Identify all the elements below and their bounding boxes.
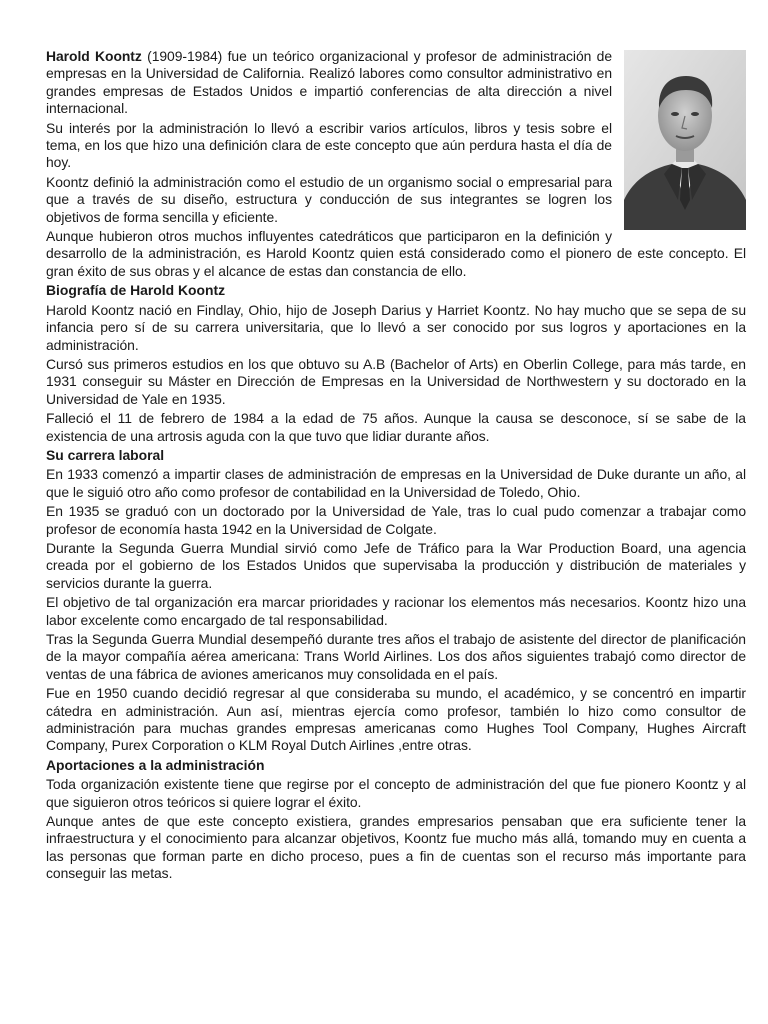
aportaciones-paragraph-1: Toda organización existente tiene que regirse por el concepto de administración del que fue pionero Koontz y al que siguieron otros teóricos si quiere lograr el éxito.	[46, 776, 746, 810]
intro-paragraph-3: Koontz definió la administración como el estudio de un organismo social o empresarial para que a través de su diseño, estructura y conducción de sus integrantes se logren los objetivos de forma sencilla y eficiente.	[46, 173, 612, 225]
portrait-illustration	[624, 50, 746, 230]
carrera-paragraph-1: En 1933 comenzó a impartir clases de administración de empresas en la Universidad de Duke durante un año, al que le siguió otro año como profesor de contabilidad en la Universidad de Toledo, Ohio.	[46, 466, 746, 500]
carrera-paragraph-3: Durante la Segunda Guerra Mundial sirvió como Jefe de Tráfico para la War Production Board, una agencia creada por el gobierno de los Estados Unidos que supervisaba la producción y distribución de materiales y servicios durante la guerra.	[46, 539, 746, 591]
aportaciones-paragraph-2: Aunque antes de que este concepto existiera, grandes empresarios pensaban que era suficiente tener la infraestructura y el conocimiento para alcanzar objetivos, Koontz fue mucho más allá, tomando muy en cuenta a las personas que forman parte en dicho proceso, pues a fin de cuentas son el recurso más importante para conseguir las metas.	[46, 813, 746, 882]
biografia-paragraph-2: Cursó sus primeros estudios en los que obtuvo su A.B (Bachelor of Arts) en Oberlin College, para más tarde, en 1931 conseguir su Máster en Dirección de Empresas en la Universidad de Northwestern y su doctorado en la Universidad de Yale en 1935.	[46, 355, 746, 407]
aportaciones-heading: Aportaciones a la administración	[46, 756, 265, 773]
carrera-heading: Su carrera laboral	[46, 446, 165, 463]
carrera-paragraph-6: Fue en 1950 cuando decidió regresar al que consideraba su mundo, el académico, y se concentró en impartir cátedra en administración. Aun así, mientras ejercía como profesor, también lo hizo como consultor de administración para muchas grandes empresas americanas como Hughes Tool Company, Hughes Aircraft Company, Purex Corporation o KLM Royal Dutch Airlines ,entre otras.	[46, 685, 746, 754]
carrera-paragraph-2: En 1935 se graduó con un doctorado por la Universidad de Yale, tras lo cual pudo comenzar a trabajar como profesor de economía hasta 1942 en la Universidad de Colgate.	[46, 503, 746, 537]
intro-paragraph-4: Aunque hubieron otros muchos influyentes catedráticos que participaron en la definición y desarrollo de la administración, es Harold Koontz quien está considerado como el pionero de este concepto. El gran éxito de sus obras y el alcance de estas dan constancia de ello.	[46, 228, 746, 279]
author-name: Harold Koontz	[46, 48, 142, 64]
biografia-paragraph-3: Falleció el 11 de febrero de 1984 a la edad de 75 años. Aunque la causa se desconoce, sí se sabe de la existencia de una artrosis aguda con la que tuvo que lidiar durante años.	[46, 410, 746, 444]
document-page	[46, 48, 746, 885]
portrait-photo	[624, 50, 746, 230]
intro-paragraph-1-text: (1909-1984) fue un teórico organizacional y profesor de administración de empresas en la Universidad de California. Realizó labores como consultor administrativo en grandes empresas de Estados Unidos e impartió conferencias de alta dirección a nivel internacional.	[46, 48, 613, 117]
biografia-heading: Biografía de Harold Koontz	[46, 282, 226, 299]
carrera-paragraph-5: Tras la Segunda Guerra Mundial desempeñó durante tres años el trabajo de asistente del director de planificación de la mayor compañía aérea americana: Trans World Airlines. Los dos años siguientes trabajó como director de ventas de una fábrica de aviones americanos muy consolidada en el país.	[46, 631, 746, 682]
carrera-paragraph-4: El objetivo de tal organización era marcar prioridades y racionar los elementos más necesarios. Koontz hizo una labor excelente como encargado de tal responsabilidad.	[46, 594, 746, 628]
intro-paragraph-2: Su interés por la administración lo llevó a escribir varios artículos, libros y tesis sobre el tema, en los que hizo una definición clara de este concepto que aún perdura hasta el día de hoy.	[46, 119, 612, 171]
biografia-paragraph-1: Harold Koontz nació en Findlay, Ohio, hijo de Joseph Darius y Harriet Koontz. No hay mucho que se sepa de su infancia pero sí de su carrera universitaria, que lo llevó a ser conocido por sus logros y aportaciones en la administración.	[46, 301, 746, 353]
